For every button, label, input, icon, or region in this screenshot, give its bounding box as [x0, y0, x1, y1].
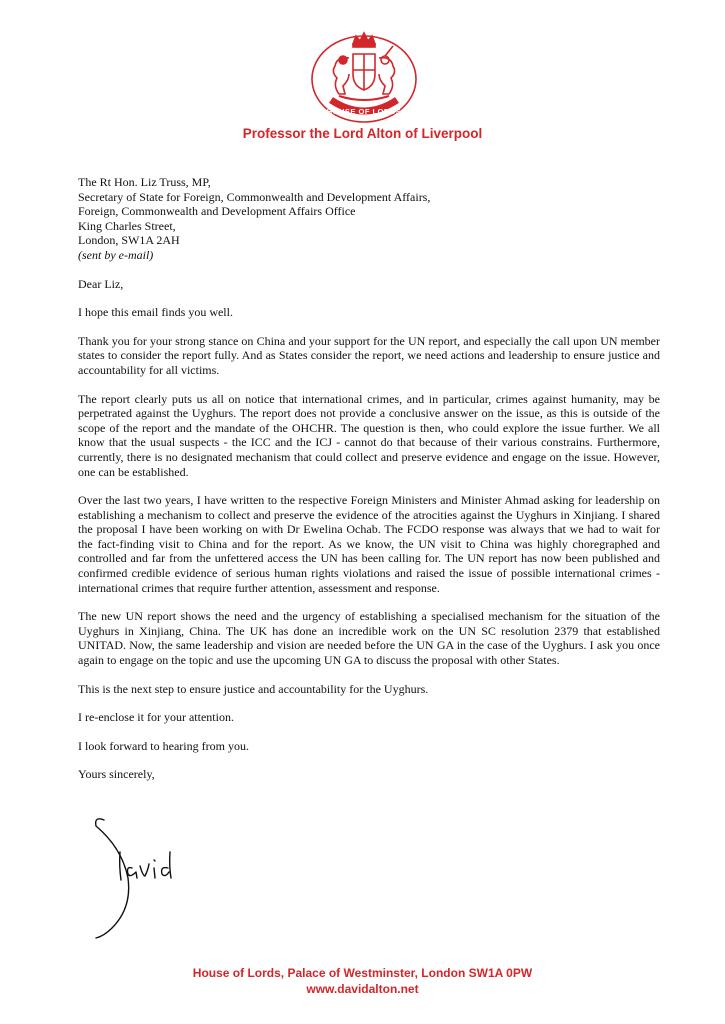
house-of-lords-crest-icon: [309, 30, 419, 125]
address-line: King Charles Street,: [78, 218, 176, 233]
handwritten-signature: [82, 808, 232, 943]
letter-body: [78, 175, 660, 796]
letterhead-name: Professor the Lord Alton of Liverpool: [242, 126, 483, 141]
address-line: London, SW1A 2AH: [78, 233, 180, 248]
paragraph: The new UN report shows the need and the urgency of establishing a specialised mechanism for the situation of the Uyghurs in Xinjiang, China. The UK has done an incredible work on the UN SC resolution 2379 that established UNITAD. Now, the same leadership and vision are needed before the UN GA in the case of the Uyghurs. I ask you once again to engage on the topic and use the upcoming UN GA to discuss the proposal with other States.: [78, 609, 660, 668]
paragraph: I hope this email finds you well.: [78, 305, 233, 320]
recipient-address: [78, 175, 660, 263]
paragraph: Thank you for your strong stance on China and your support for the UN report, and especially the call upon UN member states to consider the report fully. And as States consider the report, we need actions and leadership to ensure justice and accountability for all victims.: [78, 333, 660, 377]
salutation: Dear Liz,: [78, 276, 124, 291]
paragraph: I look forward to hearing from you.: [78, 738, 249, 753]
address-line: The Rt Hon. Liz Truss, MP,: [78, 175, 211, 189]
paragraph: Over the last two years, I have written to the respective Foreign Ministers and Minister Ahmad asking for leadership on establishing a mechanism to collect and preserve the evidence of the atrocities against the Uyghurs in Xinjiang. I shared the proposal I have been working on with Dr Ewelina Ochab. The FCDO response was always that we had to wait for the fact-finding visit to China and for the report. As we know, the UN visit to China was highly choregraphed and controlled and far from the unfettered access the UN has been calling for. The UN report has now been published and confirmed credible evidence of serious human rights violations and raised the issue of possible international crimes - international crimes that require further attention, assessment and response.: [78, 493, 660, 595]
delivery-note: (sent by e-mail): [78, 247, 154, 262]
paragraph: The report clearly puts us all on notice that international crimes, and in particular, crimes against humanity, may be perpetrated against the Uyghurs. The report does not provide a conclusive answer on the issue, as this is outside of the scope of the report and the mandate of the OHCHR. The question is then, who could explore the issue further. We all know that the usual suspects - the ICC and the ICJ - cannot do that because of their various constrains. Furthermore, currently, there is no designated mechanism that could collect and preserve evidence and engage on the issue. However, one can be established.: [78, 391, 660, 479]
paragraph: I re-enclose it for your attention.: [78, 710, 234, 725]
footer: [0, 965, 725, 997]
footer-address: House of Lords, Palace of Westminster, London SW1A 0PW: [192, 966, 533, 980]
footer-website-link[interactable]: www.davidalton.net: [306, 982, 419, 996]
closing: Yours sincerely,: [78, 767, 155, 782]
crest-motto: HOUSE OF LORDS: [326, 107, 402, 116]
paragraph: This is the next step to ensure justice and accountability for the Uyghurs.: [78, 681, 429, 696]
address-line: Foreign, Commonwealth and Development Affairs Office: [78, 204, 356, 219]
address-line: Secretary of State for Foreign, Commonwealth and Development Affairs,: [78, 189, 431, 204]
